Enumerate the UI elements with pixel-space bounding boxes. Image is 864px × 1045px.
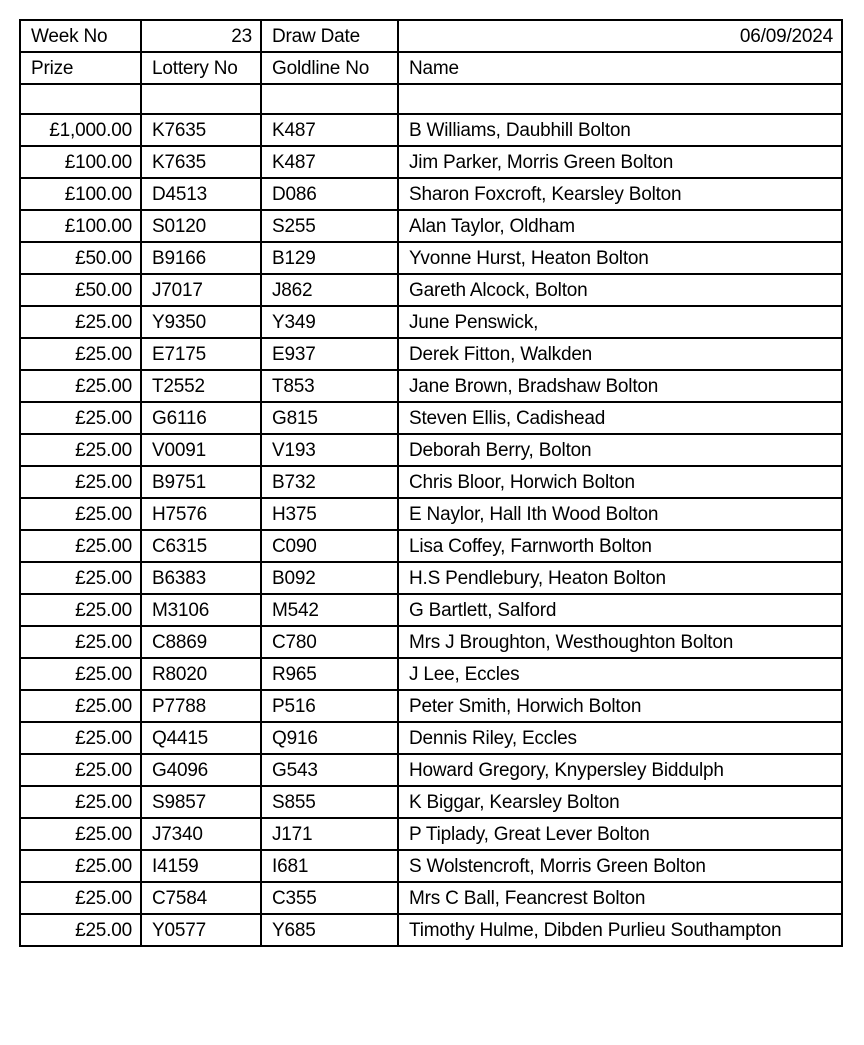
prize-cell: £25.00 (20, 786, 141, 818)
goldline-no-cell: V193 (261, 434, 398, 466)
winner-row (20, 498, 842, 530)
column-header-name: Name (398, 52, 842, 84)
name-cell: J Lee, Eccles (398, 658, 842, 690)
lottery-no-cell: J7340 (141, 818, 261, 850)
goldline-no-cell: Q916 (261, 722, 398, 754)
winner-row (20, 626, 842, 658)
prize-cell: £25.00 (20, 754, 141, 786)
goldline-no-cell: K487 (261, 114, 398, 146)
draw-date-label: Draw Date (261, 20, 398, 52)
goldline-no-cell: E937 (261, 338, 398, 370)
lottery-no-cell: I4159 (141, 850, 261, 882)
name-cell: Steven Ellis, Cadishead (398, 402, 842, 434)
winner-row (20, 786, 842, 818)
lottery-no-cell: B9751 (141, 466, 261, 498)
prize-cell: £25.00 (20, 722, 141, 754)
name-cell: June Penswick, (398, 306, 842, 338)
lottery-no-cell: C6315 (141, 530, 261, 562)
winner-row (20, 594, 842, 626)
lottery-no-cell: S0120 (141, 210, 261, 242)
winner-row (20, 914, 842, 946)
lottery-no-cell: C7584 (141, 882, 261, 914)
prize-cell: £25.00 (20, 690, 141, 722)
name-cell: Deborah Berry, Bolton (398, 434, 842, 466)
prize-cell: £25.00 (20, 818, 141, 850)
draw-date-value: 06/09/2024 (398, 20, 842, 52)
name-cell: E Naylor, Hall Ith Wood Bolton (398, 498, 842, 530)
prize-cell: £100.00 (20, 178, 141, 210)
winner-row (20, 850, 842, 882)
lottery-no-cell: Y9350 (141, 306, 261, 338)
winner-row (20, 658, 842, 690)
name-cell: Lisa Coffey, Farnworth Bolton (398, 530, 842, 562)
lottery-no-cell: K7635 (141, 146, 261, 178)
name-cell: Howard Gregory, Knypersley Biddulph (398, 754, 842, 786)
goldline-no-cell: B129 (261, 242, 398, 274)
column-header-row (20, 52, 842, 84)
name-cell: Timothy Hulme, Dibden Purlieu Southampton (398, 914, 842, 946)
prize-cell: £25.00 (20, 562, 141, 594)
name-cell: Jim Parker, Morris Green Bolton (398, 146, 842, 178)
winner-row (20, 306, 842, 338)
lottery-no-cell: V0091 (141, 434, 261, 466)
goldline-no-cell: I681 (261, 850, 398, 882)
lottery-no-cell: R8020 (141, 658, 261, 690)
name-cell: Mrs J Broughton, Westhoughton Bolton (398, 626, 842, 658)
name-cell: K Biggar, Kearsley Bolton (398, 786, 842, 818)
winner-row (20, 210, 842, 242)
goldline-no-cell: J862 (261, 274, 398, 306)
goldline-no-cell: C355 (261, 882, 398, 914)
prize-cell: £25.00 (20, 850, 141, 882)
name-cell: Peter Smith, Horwich Bolton (398, 690, 842, 722)
winner-row (20, 146, 842, 178)
winner-row (20, 402, 842, 434)
prize-cell: £25.00 (20, 626, 141, 658)
goldline-no-cell: R965 (261, 658, 398, 690)
spacer-cell (398, 84, 842, 114)
meta-row (20, 20, 842, 52)
goldline-no-cell: B732 (261, 466, 398, 498)
spacer-cell (141, 84, 261, 114)
goldline-no-cell: D086 (261, 178, 398, 210)
prize-cell: £25.00 (20, 658, 141, 690)
prize-cell: £1,000.00 (20, 114, 141, 146)
winner-row (20, 818, 842, 850)
name-cell: Derek Fitton, Walkden (398, 338, 842, 370)
prize-cell: £25.00 (20, 914, 141, 946)
goldline-no-cell: P516 (261, 690, 398, 722)
spacer-cell (20, 84, 141, 114)
goldline-no-cell: M542 (261, 594, 398, 626)
lottery-no-cell: K7635 (141, 114, 261, 146)
winner-row (20, 274, 842, 306)
winner-row (20, 370, 842, 402)
goldline-no-cell: G543 (261, 754, 398, 786)
lottery-no-cell: B9166 (141, 242, 261, 274)
goldline-no-cell: K487 (261, 146, 398, 178)
winner-row (20, 338, 842, 370)
prize-cell: £25.00 (20, 434, 141, 466)
lottery-no-cell: D4513 (141, 178, 261, 210)
goldline-no-cell: T853 (261, 370, 398, 402)
spacer-cell (261, 84, 398, 114)
goldline-no-cell: H375 (261, 498, 398, 530)
goldline-no-cell: S855 (261, 786, 398, 818)
lottery-no-cell: G4096 (141, 754, 261, 786)
winner-row (20, 178, 842, 210)
prize-cell: £50.00 (20, 274, 141, 306)
week-no-label: Week No (20, 20, 141, 52)
goldline-no-cell: C780 (261, 626, 398, 658)
lottery-no-cell: M3106 (141, 594, 261, 626)
column-header-goldline-no: Goldline No (261, 52, 398, 84)
lottery-no-cell: S9857 (141, 786, 261, 818)
winner-row (20, 530, 842, 562)
name-cell: Alan Taylor, Oldham (398, 210, 842, 242)
winner-row (20, 242, 842, 274)
lottery-no-cell: G6116 (141, 402, 261, 434)
winner-row (20, 114, 842, 146)
prize-cell: £25.00 (20, 498, 141, 530)
goldline-no-cell: G815 (261, 402, 398, 434)
lottery-no-cell: J7017 (141, 274, 261, 306)
prize-cell: £25.00 (20, 338, 141, 370)
goldline-no-cell: J171 (261, 818, 398, 850)
column-header-lottery-no: Lottery No (141, 52, 261, 84)
goldline-no-cell: B092 (261, 562, 398, 594)
name-cell: S Wolstencroft, Morris Green Bolton (398, 850, 842, 882)
lottery-no-cell: E7175 (141, 338, 261, 370)
name-cell: G Bartlett, Salford (398, 594, 842, 626)
winner-row (20, 466, 842, 498)
winner-row (20, 882, 842, 914)
lottery-no-cell: Q4415 (141, 722, 261, 754)
winner-row (20, 434, 842, 466)
winner-row (20, 690, 842, 722)
lottery-winners-table (19, 19, 843, 947)
name-cell: P Tiplady, Great Lever Bolton (398, 818, 842, 850)
prize-cell: £25.00 (20, 370, 141, 402)
name-cell: B Williams, Daubhill Bolton (398, 114, 842, 146)
name-cell: Jane Brown, Bradshaw Bolton (398, 370, 842, 402)
prize-cell: £25.00 (20, 530, 141, 562)
name-cell: Mrs C Ball, Feancrest Bolton (398, 882, 842, 914)
prize-cell: £25.00 (20, 306, 141, 338)
lottery-no-cell: C8869 (141, 626, 261, 658)
prize-cell: £25.00 (20, 594, 141, 626)
prize-cell: £25.00 (20, 882, 141, 914)
prize-cell: £50.00 (20, 242, 141, 274)
winner-row (20, 754, 842, 786)
prize-cell: £25.00 (20, 466, 141, 498)
lottery-no-cell: P7788 (141, 690, 261, 722)
name-cell: H.S Pendlebury, Heaton Bolton (398, 562, 842, 594)
goldline-no-cell: S255 (261, 210, 398, 242)
spacer-row (20, 84, 842, 114)
prize-cell: £100.00 (20, 146, 141, 178)
goldline-no-cell: Y349 (261, 306, 398, 338)
lottery-no-cell: H7576 (141, 498, 261, 530)
prize-cell: £100.00 (20, 210, 141, 242)
prize-cell: £25.00 (20, 402, 141, 434)
lottery-no-cell: T2552 (141, 370, 261, 402)
goldline-no-cell: C090 (261, 530, 398, 562)
winner-row (20, 562, 842, 594)
lottery-no-cell: B6383 (141, 562, 261, 594)
name-cell: Sharon Foxcroft, Kearsley Bolton (398, 178, 842, 210)
goldline-no-cell: Y685 (261, 914, 398, 946)
name-cell: Dennis Riley, Eccles (398, 722, 842, 754)
name-cell: Gareth Alcock, Bolton (398, 274, 842, 306)
winner-row (20, 722, 842, 754)
column-header-prize: Prize (20, 52, 141, 84)
week-no-value: 23 (141, 20, 261, 52)
name-cell: Yvonne Hurst, Heaton Bolton (398, 242, 842, 274)
name-cell: Chris Bloor, Horwich Bolton (398, 466, 842, 498)
lottery-no-cell: Y0577 (141, 914, 261, 946)
